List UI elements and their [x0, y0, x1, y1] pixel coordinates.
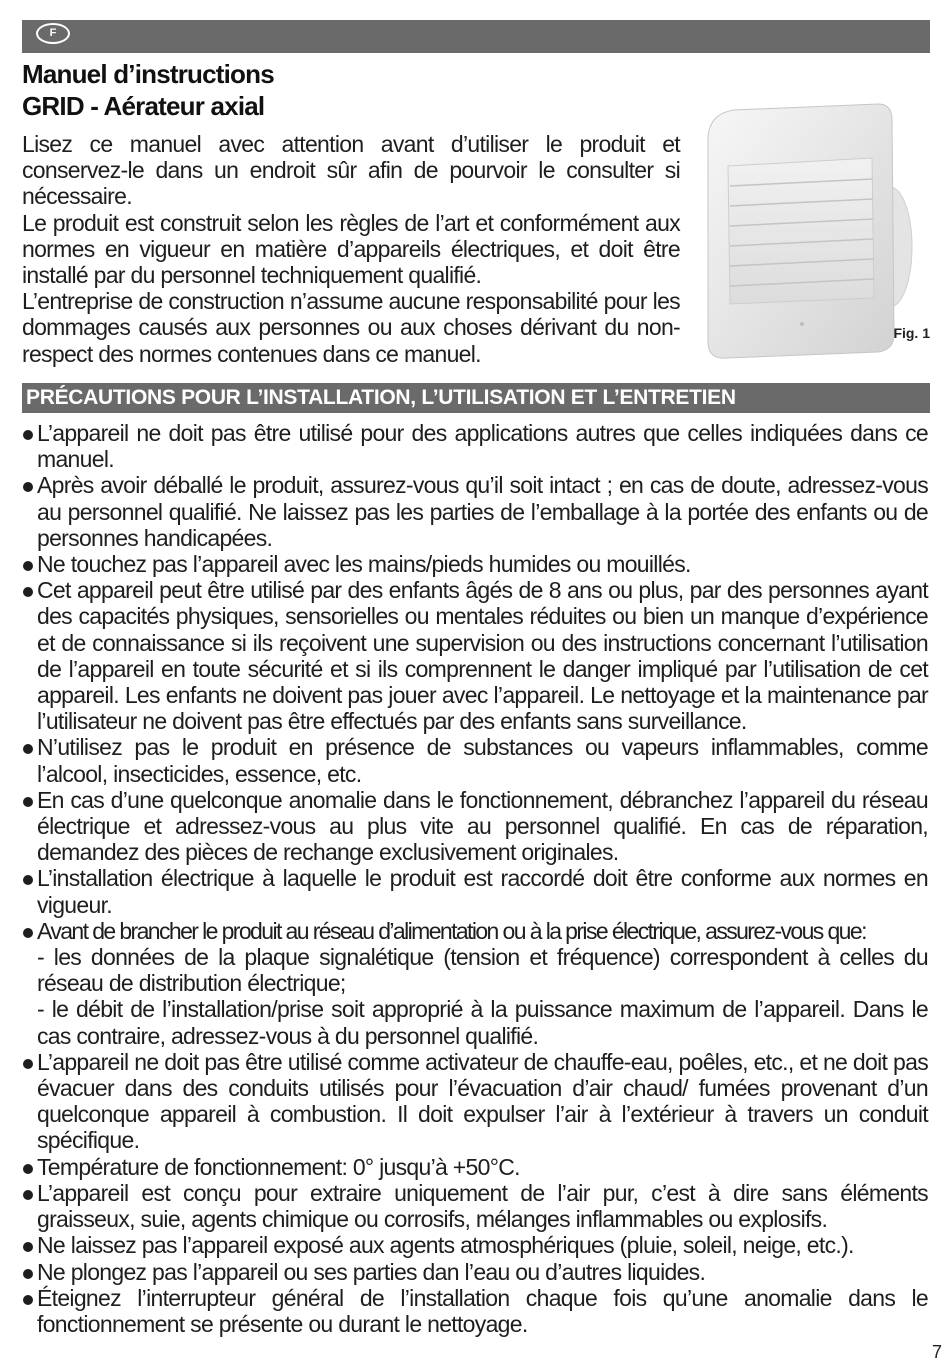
list-item: Cet appareil peut être utilisé par des enfants âgés de 8 ans ou plus, par des personnes ayant des capacités physiques, sensorielles ou mentales réduites ou bien un manque d’expérience et de connaissance si ils reçoivent une supervision ou des instructions concernant l’utilisation de l’appareil en toute sécurité et si ils comprennent le danger impliqué par l’utilisation de cet appareil. Les enfants ne doivent pas jouer avec l’appareil. Le nettoyage et la maintenance par l’utilisateur ne doivent pas être effectués par des enfants sans surveillance.: [22, 577, 928, 734]
list-item: Après avoir déballé le produit, assurez-vous qu’il soit intact ; en cas de doute, adressez-vous au personnel qualifié. Ne laissez pas les parties de l’emballage à la portée des enfants ou de personnes handicapées.: [22, 472, 928, 551]
product-figure: [690, 92, 930, 362]
connection-lead: Avant de brancher le produit au réseau d’alimentation ou à la prise électrique, assurez-vous que:: [37, 917, 866, 944]
list-item: Éteignez l’interrupteur général de l’installation chaque fois qu’une anomalie dans le fonctionnement se présente ou durant le nettoyage.: [22, 1285, 928, 1337]
list-item: En cas d’une quelconque anomalie dans le fonctionnement, débranchez l’appareil du réseau électrique et adressez-vous au plus vite au personnel qualifié. En cas de réparation, demandez des pièces de rechange exclusivement originales.: [22, 787, 928, 866]
connection-condition-2: - le débit de l’installation/prise soit approprié à la puissance maximum de l’appareil. Dans le cas contraire, adressez-vous à du personnel qualifié.: [37, 996, 928, 1049]
intro-paragraph: L’entreprise de construction n’assume aucune responsabilité pour les dommages causés aux personnes ou aux choses dérivant du non-respect des normes contenues dans ce manuel.: [22, 288, 680, 367]
title-line-2: GRID - Aérateur axial: [22, 91, 265, 121]
connection-condition-1: - les données de la plaque signalétique (tension et fréquence) correspondent à celles du réseau de distribution électrique;: [37, 944, 928, 997]
list-item-connection: [22, 918, 928, 1049]
list-item: Température de fonctionnement: 0° jusqu’à +50°C.: [22, 1154, 928, 1180]
fan-illustration: [690, 92, 930, 362]
language-header-bar: [22, 20, 930, 53]
intro-text: [22, 131, 680, 367]
list-item: L’appareil ne doit pas être utilisé comme activateur de chauffe-eau, poêles, etc., et ne doit pas évacuer dans des conduits utilisés pour l’évacuation d’air chaud/ fumées provenant d’un quelconque appareil à combustion. Il doit expulser l’air à l’extérieur à travers un conduit spécifique.: [22, 1049, 928, 1154]
title-line-1: Manuel d’instructions: [22, 59, 274, 89]
figure-caption: Fig. 1: [893, 325, 930, 341]
intro-paragraph: Le produit est construit selon les règles de l’art et conformément aux normes en vigueur en matière d’appareils électriques, et doit être installé par du personnel techniquement qualifié.: [22, 209, 680, 289]
list-item: Ne touchez pas l’appareil avec les mains/pieds humides ou mouillés.: [22, 551, 928, 577]
list-item: L’appareil ne doit pas être utilisé pour des applications autres que celles indiquées dans ce manuel.: [22, 420, 928, 472]
list-item: L’appareil est conçu pour extraire uniquement de l’air pur, c’est à dire sans éléments graisseux, suie, agents chimique ou corrosifs, mélanges inflammables ou explosifs.: [22, 1180, 928, 1232]
precautions-list: [22, 420, 928, 1337]
page-title: [22, 58, 274, 122]
list-item: Ne plongez pas l’appareil ou ses parties dan l’eau ou d’autres liquides.: [22, 1259, 928, 1285]
language-badge: F: [36, 23, 70, 44]
list-item: N’utilisez pas le produit en présence de substances ou vapeurs inflammables, comme l’alcool, insecticides, essence, etc.: [22, 734, 928, 786]
page-number: 7: [931, 1342, 942, 1362]
list-item: L’installation électrique à laquelle le produit est raccordé doit être conforme aux normes en vigueur.: [22, 865, 928, 917]
intro-paragraph: Lisez ce manuel avec attention avant d’utiliser le produit et conservez-le dans un endroit sûr afin de pourvoir le consulter si nécessaire.: [22, 131, 680, 210]
section-heading: PRÉCAUTIONS POUR L’INSTALLATION, L’UTILISATION ET L’ENTRETIEN: [22, 383, 930, 413]
list-item: Ne laissez pas l’appareil exposé aux agents atmosphériques (pluie, soleil, neige, etc.).: [22, 1232, 928, 1258]
